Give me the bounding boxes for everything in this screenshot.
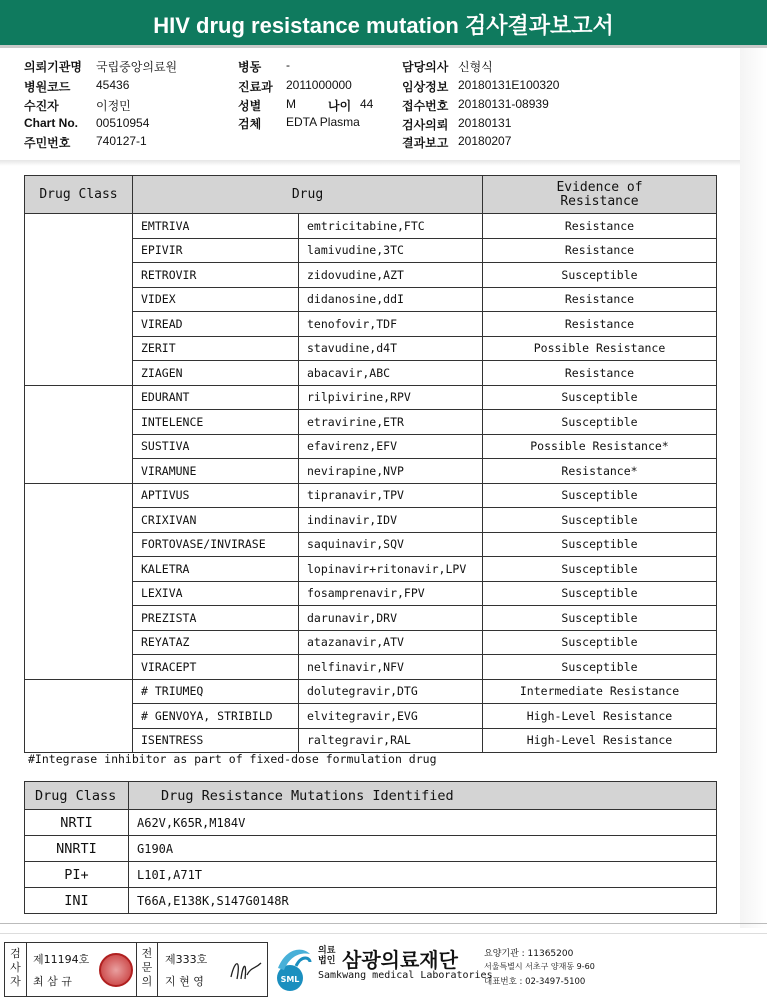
footer-divider (0, 933, 767, 934)
value: 20180131E100320 (458, 78, 560, 92)
specialist-name: 지 현 영 (165, 975, 204, 988)
value: 45436 (96, 78, 130, 92)
table-row (25, 836, 717, 862)
table-row (25, 483, 717, 508)
header-evidence (483, 176, 717, 214)
table-row (25, 810, 717, 836)
evidence-cell: Resistance (483, 214, 717, 239)
header-drug-class: Drug Class (25, 176, 133, 214)
drug-class-cell: NNRTI (25, 836, 129, 862)
generic-name-cell: zidovudine,AZT (299, 263, 483, 288)
sml-logo-icon (272, 944, 312, 992)
foundation-type: 의료법인 (318, 946, 336, 966)
institution-code: 요양기관 : 11365200 (484, 949, 574, 959)
label: Chart No. (24, 116, 78, 130)
footnote: #Integrase inhibitor as part of fixed-dose formulation drug (28, 752, 437, 766)
evidence-cell: Resistance (483, 361, 717, 386)
value: 이정민 (96, 99, 131, 113)
brand-name-cell: INTELENCE (133, 410, 299, 435)
drug-table (24, 175, 717, 753)
foundation-name: 삼광의료재단 (342, 948, 458, 972)
generic-name-cell: efavirenz,EFV (299, 434, 483, 459)
report-title: HIV drug resistance mutation 검사결과보고서 (0, 0, 767, 48)
brand-name-cell: SUSTIVA (133, 434, 299, 459)
official-seal (99, 953, 133, 987)
brand-name-cell: ISENTRESS (133, 728, 299, 753)
generic-name-cell: stavudine,d4T (299, 336, 483, 361)
brand-name-cell: VIRACEPT (133, 655, 299, 680)
evidence-cell: Resistance (483, 238, 717, 263)
generic-name-cell: saquinavir,SQV (299, 532, 483, 557)
evidence-cell: Susceptible (483, 557, 717, 582)
brand-name-cell: APTIVUS (133, 483, 299, 508)
inspector-name: 최 삼 규 (33, 975, 72, 988)
address: 서울특별시 서초구 양재동 9-60 (484, 962, 595, 971)
evidence-cell: Intermediate Resistance (483, 679, 717, 704)
generic-name-cell: lamivudine,3TC (299, 238, 483, 263)
specialist-license: 제333호 (165, 953, 208, 966)
brand-name-cell: VIREAD (133, 312, 299, 337)
label: 수진자 (24, 99, 59, 113)
value: 740127-1 (96, 134, 147, 148)
evidence-cell: Susceptible (483, 606, 717, 631)
brand-name-cell: FORTOVASE/INVIRASE (133, 532, 299, 557)
inspector-label: 검사자 (5, 943, 27, 996)
evidence-cell: Susceptible (483, 655, 717, 680)
drug-class-cell (25, 483, 133, 679)
evidence-cell: Resistance (483, 312, 717, 337)
footer-divider (0, 923, 767, 924)
value: EDTA Plasma (286, 115, 360, 129)
brand-name-cell: RETROVIR (133, 263, 299, 288)
label: 결과보고 (402, 136, 449, 150)
drug-class-cell (25, 385, 133, 483)
generic-name-cell: indinavir,IDV (299, 508, 483, 533)
evidence-cell: Susceptible (483, 581, 717, 606)
table-row (25, 214, 717, 239)
value: 국립중앙의료원 (96, 60, 178, 74)
evidence-cell: Resistance* (483, 459, 717, 484)
generic-name-cell: nelfinavir,NFV (299, 655, 483, 680)
drug-class-cell: INI (25, 888, 129, 914)
label: 주민번호 (24, 136, 71, 150)
label: 검사의뢰 (402, 118, 449, 132)
value: 신형식 (458, 60, 493, 74)
generic-name-cell: tipranavir,TPV (299, 483, 483, 508)
header-drug: Drug (133, 176, 483, 214)
label: 접수번호 (402, 99, 449, 113)
label: 병동 (238, 60, 262, 74)
label: 임상정보 (402, 80, 449, 94)
table-row (25, 888, 717, 914)
brand-name-cell: VIDEX (133, 287, 299, 312)
label: 의뢰기관명 (24, 60, 82, 74)
brand-name-cell: CRIXIVAN (133, 508, 299, 533)
generic-name-cell: abacavir,ABC (299, 361, 483, 386)
generic-name-cell: raltegravir,RAL (299, 728, 483, 753)
evidence-cell: Susceptible (483, 483, 717, 508)
value: M (286, 97, 296, 111)
drug-class-cell: NRTI (25, 810, 129, 836)
signature-box (4, 942, 268, 997)
brand-name-cell: KALETRA (133, 557, 299, 582)
brand-name-cell: EMTRIVA (133, 214, 299, 239)
table-row (25, 679, 717, 704)
mutations-cell: A62V,K65R,M184V (129, 810, 717, 836)
mutations-cell: L10I,A71T (129, 862, 717, 888)
header-divider (0, 160, 740, 166)
generic-name-cell: fosamprenavir,FPV (299, 581, 483, 606)
generic-name-cell: atazanavir,ATV (299, 630, 483, 655)
generic-name-cell: elvitegravir,EVG (299, 704, 483, 729)
evidence-cell: Resistance (483, 287, 717, 312)
age-value: 44 (360, 97, 374, 111)
age-label: 나이 (328, 99, 352, 113)
brand-name-cell: ZERIT (133, 336, 299, 361)
evidence-cell: Susceptible (483, 263, 717, 288)
evidence-cell: Possible Resistance (483, 336, 717, 361)
drug-class-cell (25, 214, 133, 386)
value: 20180131 (458, 116, 512, 130)
value: - (286, 58, 290, 72)
generic-name-cell: dolutegravir,DTG (299, 679, 483, 704)
generic-name-cell: didanosine,ddI (299, 287, 483, 312)
generic-name-cell: lopinavir+ritonavir,LPV (299, 557, 483, 582)
value: 2011000000 (286, 78, 352, 92)
label: 검체 (238, 117, 262, 131)
table-header-row (25, 176, 717, 214)
foundation-name-en: Samkwang medical Laboratories (318, 970, 493, 981)
mutations-cell: T66A,E138K,S147G0148R (129, 888, 717, 914)
brand-name-cell: EDURANT (133, 385, 299, 410)
brand-name-cell: PREZISTA (133, 606, 299, 631)
evidence-cell: Susceptible (483, 630, 717, 655)
brand-name-cell: EPIVIR (133, 238, 299, 263)
header-drug-class: Drug Class (25, 782, 129, 810)
evidence-cell: Susceptible (483, 532, 717, 557)
label: 진료과 (238, 80, 273, 94)
label: 담당의사 (402, 60, 449, 74)
evidence-cell: Susceptible (483, 508, 717, 533)
page-edge-shadow (740, 48, 767, 928)
header-evidence-line2: Resistance (560, 193, 639, 209)
brand-name-cell: VIRAMUNE (133, 459, 299, 484)
value: 20180131-08939 (458, 97, 549, 111)
mutations-cell: G190A (129, 836, 717, 862)
generic-name-cell: tenofovir,TDF (299, 312, 483, 337)
value: 00510954 (96, 116, 150, 130)
generic-name-cell: rilpivirine,RPV (299, 385, 483, 410)
label: 병원코드 (24, 80, 71, 94)
logo-abbr: SML (280, 975, 300, 984)
specialist-label: 전문의 (136, 943, 158, 996)
brand-name-cell: REYATAZ (133, 630, 299, 655)
drug-class-cell: PI+ (25, 862, 129, 888)
inspector-license: 제11194호 (33, 953, 90, 966)
brand-name-cell: ZIAGEN (133, 361, 299, 386)
brand-name-cell: # GENVOYA, STRIBILD (133, 704, 299, 729)
signature-icon (227, 955, 265, 985)
evidence-cell: Possible Resistance* (483, 434, 717, 459)
brand-name-cell: # TRIUMEQ (133, 679, 299, 704)
label: 성별 (238, 99, 262, 113)
generic-name-cell: nevirapine,NVP (299, 459, 483, 484)
generic-name-cell: etravirine,ETR (299, 410, 483, 435)
header-evidence-line1: Evidence of (556, 179, 643, 195)
phone: 대표번호 : 02-3497-5100 (484, 977, 586, 987)
value: 20180207 (458, 134, 512, 148)
table-row (25, 385, 717, 410)
generic-name-cell: emtricitabine,FTC (299, 214, 483, 239)
header-mutations: Drug Resistance Mutations Identified (129, 782, 717, 810)
mutation-table (24, 781, 717, 914)
drug-class-cell (25, 679, 133, 753)
generic-name-cell: darunavir,DRV (299, 606, 483, 631)
brand-name-cell: LEXIVA (133, 581, 299, 606)
patient-info (0, 52, 767, 160)
evidence-cell: High-Level Resistance (483, 728, 717, 753)
evidence-cell: Susceptible (483, 410, 717, 435)
evidence-cell: High-Level Resistance (483, 704, 717, 729)
table-row (25, 862, 717, 888)
evidence-cell: Susceptible (483, 385, 717, 410)
table-header-row (25, 782, 717, 810)
